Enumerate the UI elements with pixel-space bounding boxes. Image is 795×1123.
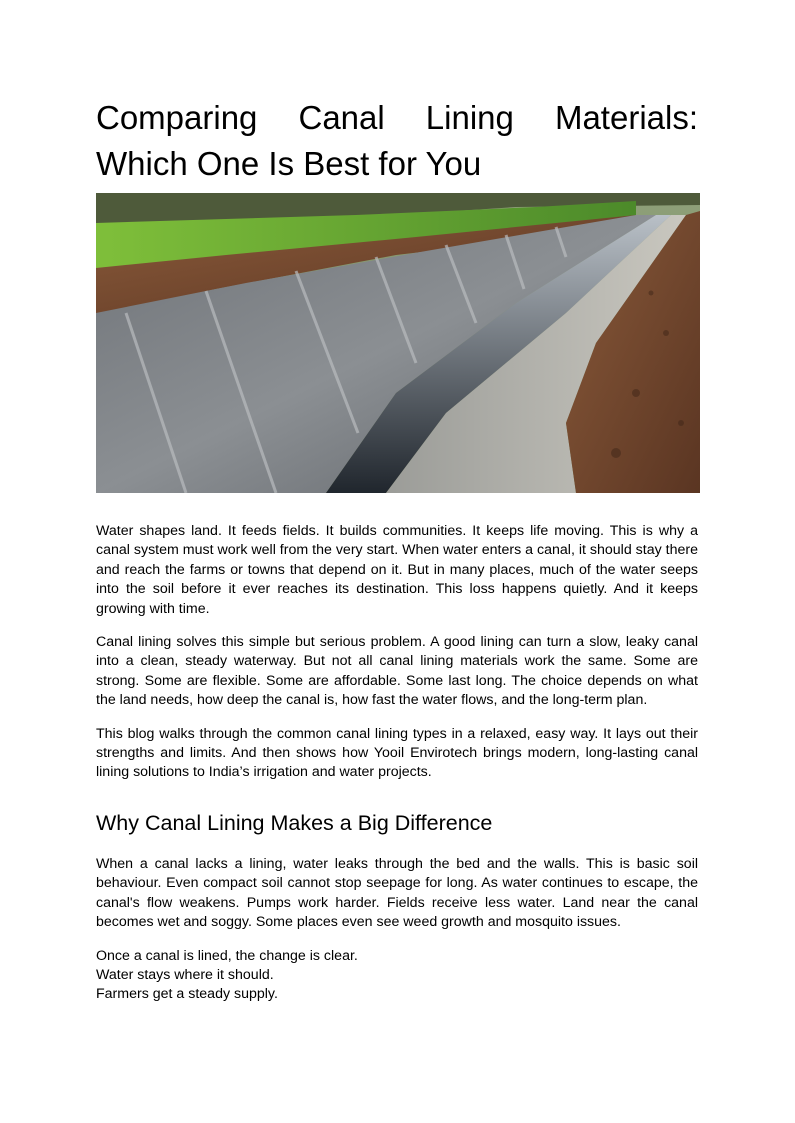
section-paragraph: When a canal lacks a lining, water leaks through the bed and the walls. This is basic soil behaviour. Even compact soil cannot stop seepage for long. As water continues to escape, the canal's flow weakens. Pumps work harder. Fields receive less water. Land near the canal becomes wet and soggy. Some places even see weed growth and mosquito issues.: [96, 855, 698, 931]
benefit-line: Once a canal is lined, the change is clear.: [96, 947, 358, 964]
canal-lining-photo: [96, 193, 700, 493]
section-heading: Why Canal Lining Makes a Big Difference: [96, 810, 493, 835]
intro-paragraph-2: Canal lining solves this simple but serious problem. A good lining can turn a slow, leaky canal into a clean, steady waterway. But not all canal lining materials work the same. Some are strong. Some are flexible. Some are affordable. Some last long. The choice depends on what the land needs, how deep the canal is, how fast the water flows, and the long-term plan.: [96, 634, 698, 709]
intro-paragraph-1: Water shapes land. It feeds fields. It builds communities. It keeps life moving. This is why a canal system must work well from the very start. When water enters a canal, it should stay there and reach the farms or towns that depend on it. But in many places, much of the water seeps into the soil before it ever reaches its destination. This loss happens quietly. And it keeps growing with time.: [96, 523, 698, 617]
benefit-lines: [96, 947, 698, 1005]
intro-paragraph-3: This blog walks through the common canal lining types in a relaxed, easy way. It lays out their strengths and limits. And then shows how Yooil Envirotech brings modern, long-lasting canal lining solutions to India’s irrigation and water projects.: [96, 725, 698, 781]
page-title: [96, 95, 698, 187]
document-page: [96, 95, 698, 1005]
benefit-line: Farmers get a steady supply.: [96, 986, 278, 1003]
benefit-line: Water stays where it should.: [96, 966, 274, 983]
title-line-2: Which One Is Best for You: [96, 145, 482, 182]
title-line-1: Comparing Canal Lining Materials:: [96, 99, 698, 136]
